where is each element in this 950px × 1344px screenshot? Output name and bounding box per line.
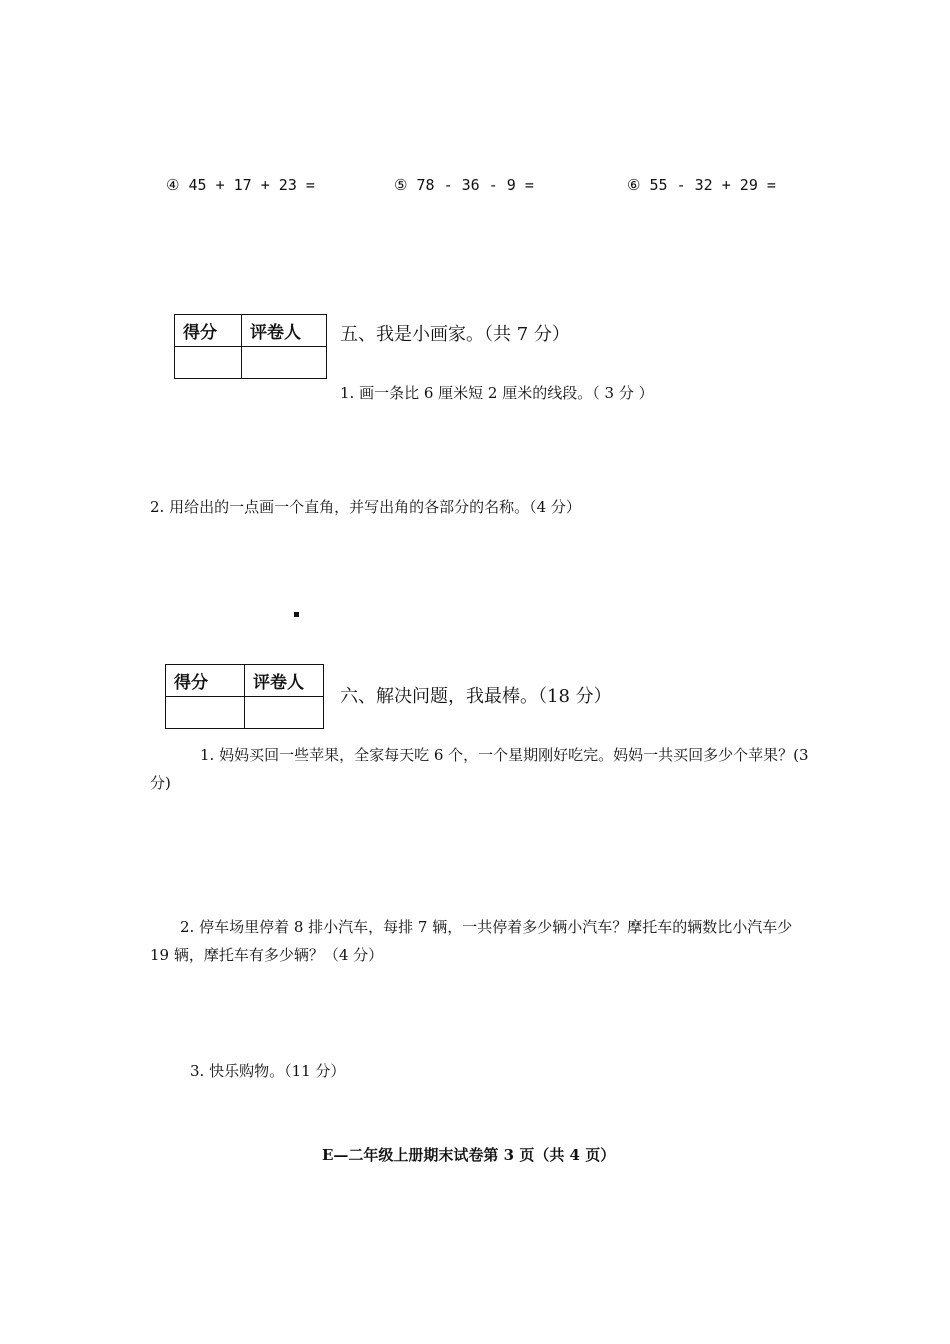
page-footer: E—二年级上册期末试卷第 3 页（共 4 页）: [322, 1146, 616, 1164]
score-table-section6: [165, 664, 324, 729]
grader-input-cell[interactable]: [242, 347, 327, 379]
score-input-cell[interactable]: [175, 347, 242, 379]
section6-question-2: 2. 停车场里停着 8 排小汽车，每排 7 辆，一共停着多少辆小汽车？摩托车的辆数比小汽车少 19 辆，摩托车有多少辆？（4 分）: [150, 918, 793, 964]
section5-question-2: 2. 用给出的一点画一个直角，并写出角的各部分的名称。（4 分）: [150, 498, 581, 516]
section6-question-3: 3. 快乐购物。（11 分）: [190, 1062, 346, 1080]
equation-5: ⑤ 78 - 36 - 9 =: [394, 176, 534, 194]
grader-input-cell[interactable]: [245, 697, 324, 729]
score-label: 得分: [175, 315, 242, 347]
section6-question-1: 1. 妈妈买回一些苹果，全家每天吃 6 个，一个星期刚好吃完。妈妈一共买回多少个苹果？(3 分): [150, 746, 809, 792]
score-input-cell[interactable]: [166, 697, 245, 729]
score-label: 得分: [166, 665, 245, 697]
grader-label: 评卷人: [245, 665, 324, 697]
given-point-marker: [294, 612, 299, 617]
grader-label: 评卷人: [242, 315, 327, 347]
section6-title: 六、解决问题，我最棒。（18 分）: [340, 686, 612, 707]
equation-4: ④ 45 + 17 + 23 =: [166, 176, 315, 194]
section5-question-1: 1. 画一条比 6 厘米短 2 厘米的线段。（ 3 分 ）: [340, 384, 654, 402]
section5-title: 五、我是小画家。（共 7 分）: [340, 324, 570, 345]
score-table-section5: [174, 314, 327, 379]
equation-6: ⑥ 55 - 32 + 29 =: [627, 176, 776, 194]
